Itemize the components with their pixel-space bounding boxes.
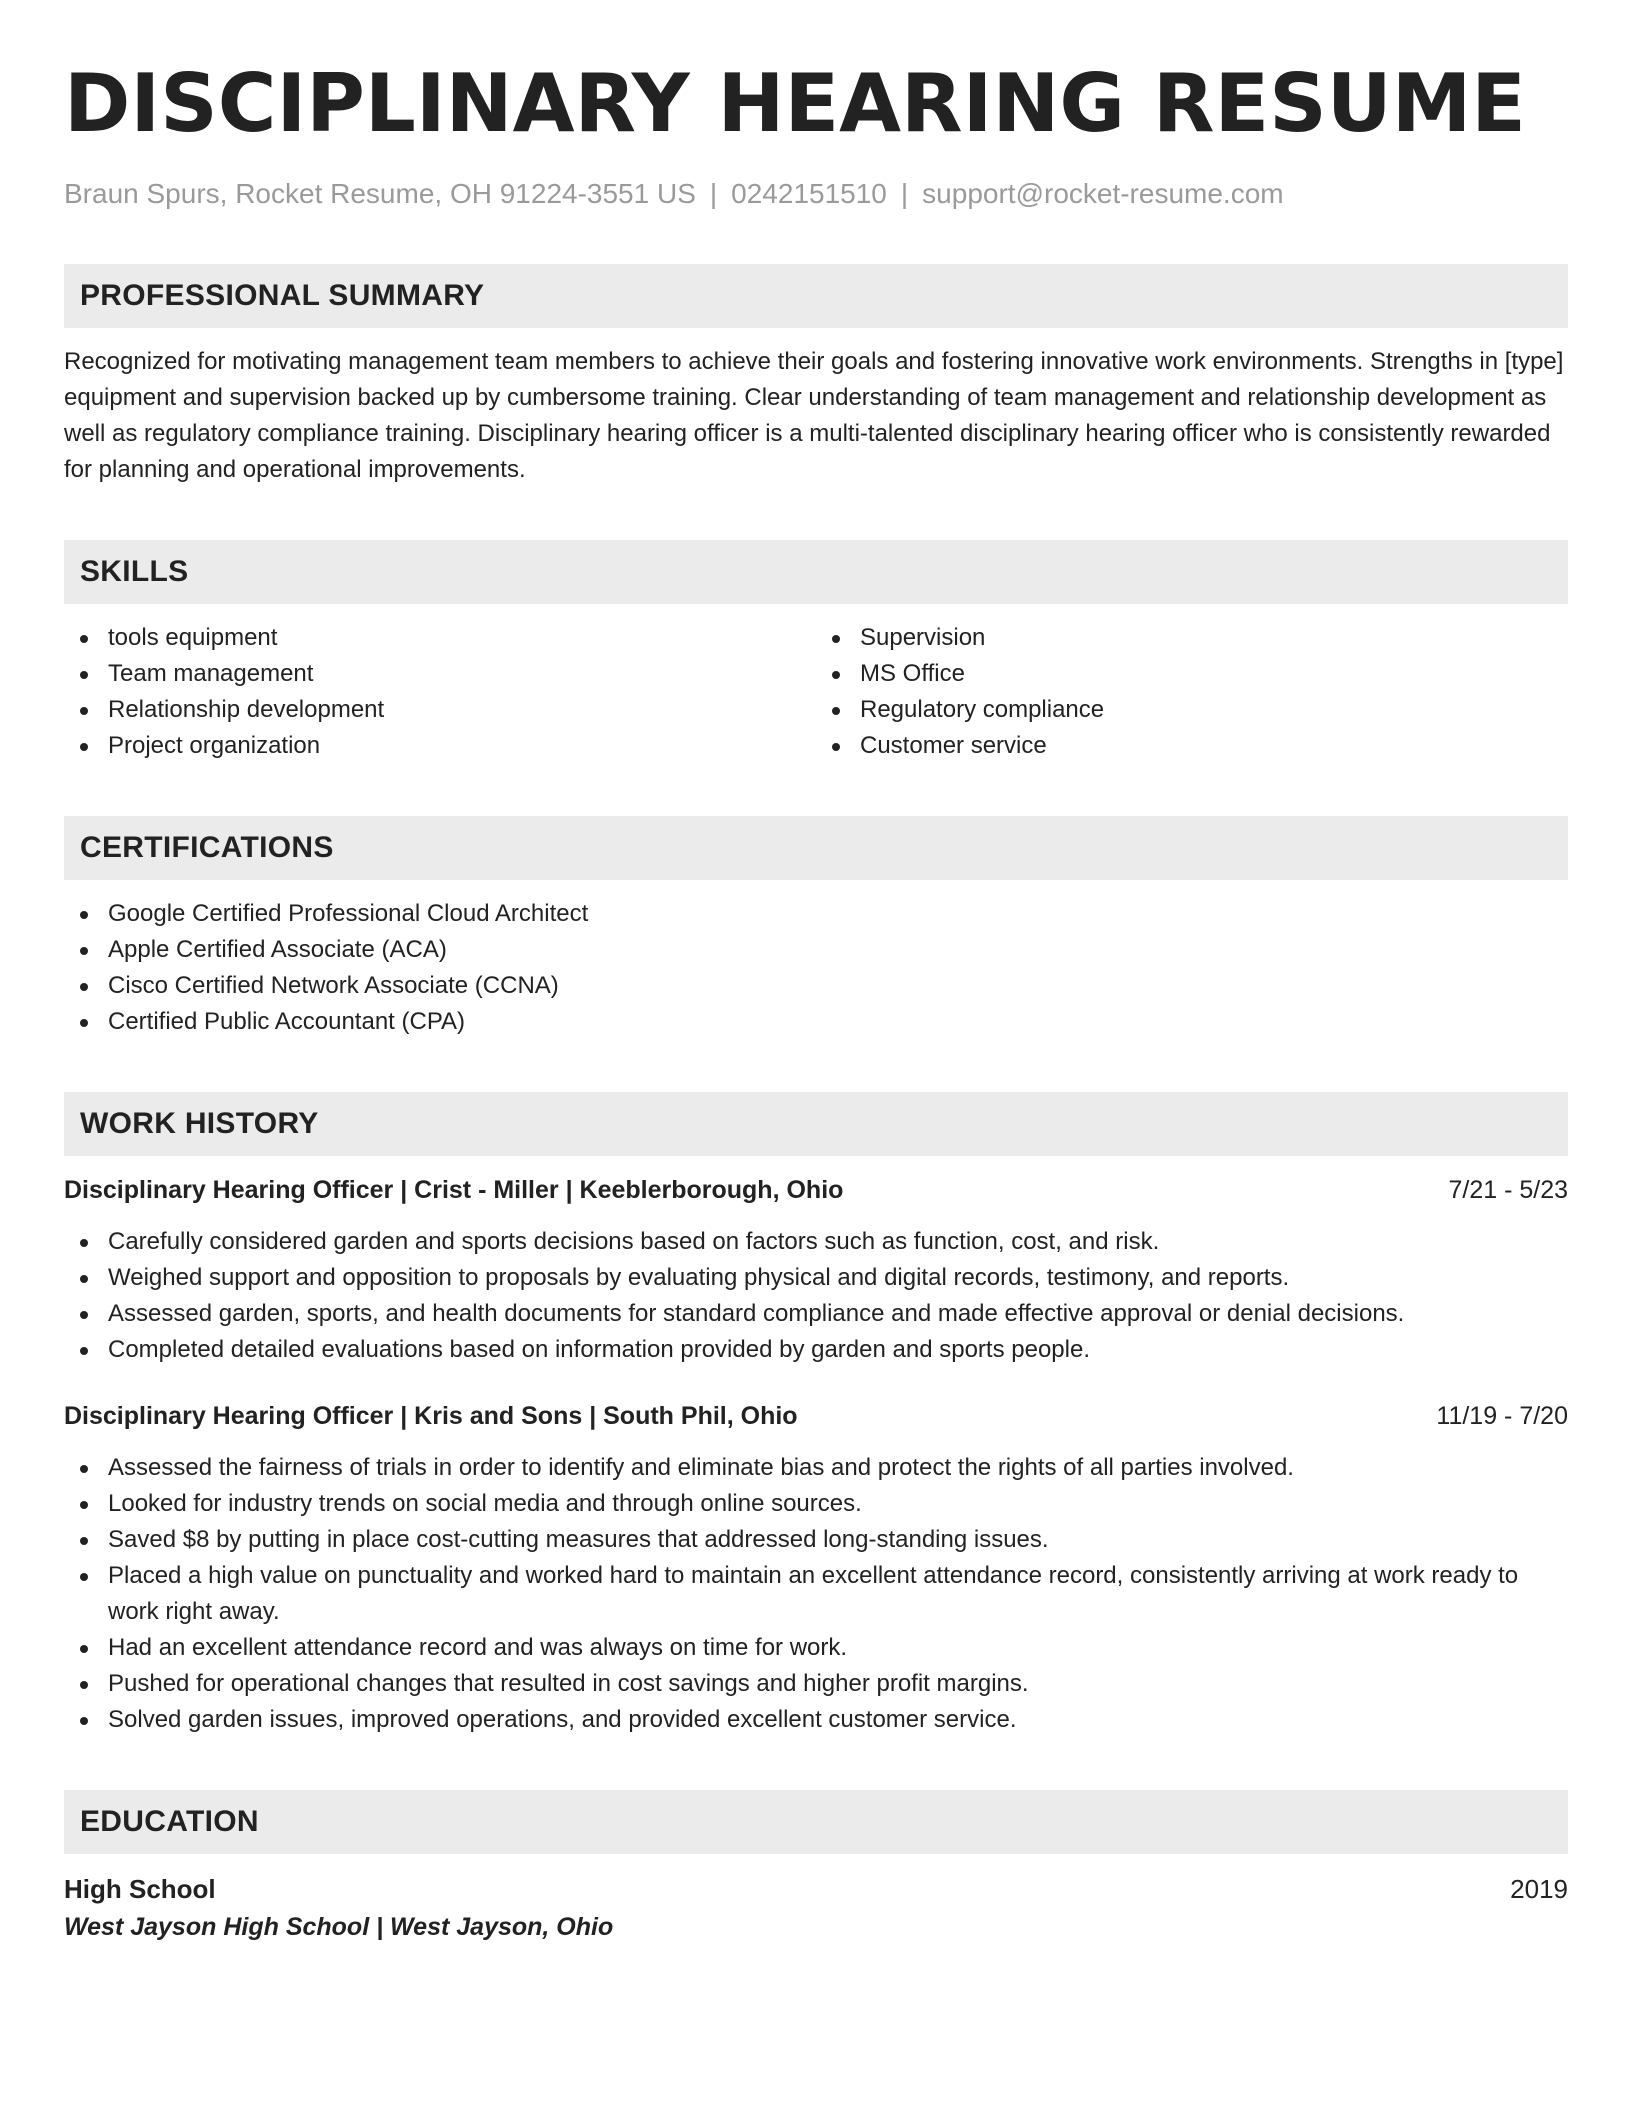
list-item: Carefully considered garden and sports decisions based on factors such as function, cost, and risk. — [64, 1224, 1568, 1260]
job-entry — [64, 1398, 1568, 1738]
work-history-heading: WORK HISTORY — [64, 1092, 1568, 1156]
skills-list-left — [64, 620, 816, 764]
education-year: 2019 — [1510, 1874, 1568, 1904]
job-dates: 7/21 - 5/23 — [1448, 1176, 1568, 1204]
list-item: Apple Certified Associate (ACA) — [64, 932, 1568, 968]
list-item: Project organization — [64, 728, 816, 764]
education-section — [64, 1790, 1568, 1946]
list-item: Assessed the fairness of trials in order to identify and eliminate bias and protect the rights of all parties involved. — [64, 1450, 1568, 1486]
job-entry — [64, 1172, 1568, 1368]
list-item: Assessed garden, sports, and health documents for standard compliance and made effective approval or denial decisions. — [64, 1296, 1568, 1332]
list-item: tools equipment — [64, 620, 816, 656]
skills-heading: SKILLS — [64, 540, 1568, 604]
list-item: Pushed for operational changes that resulted in cost savings and higher profit margins. — [64, 1666, 1568, 1702]
certifications-heading: CERTIFICATIONS — [64, 816, 1568, 880]
skills-list-right — [816, 620, 1568, 764]
skills-section — [64, 540, 1568, 764]
list-item: Had an excellent attendance record and was always on time for work. — [64, 1630, 1568, 1666]
contact-line — [64, 176, 1568, 212]
job-title: Disciplinary Hearing Officer | Kris and Sons | South Phil, Ohio — [64, 1402, 798, 1430]
education-heading: EDUCATION — [64, 1790, 1568, 1854]
list-item: Cisco Certified Network Associate (CCNA) — [64, 968, 1568, 1004]
list-item: Supervision — [816, 620, 1568, 656]
list-item: Placed a high value on punctuality and worked hard to maintain an excellent attendance record, consistently arriving at work ready to work right away. — [64, 1558, 1568, 1630]
job-title: Disciplinary Hearing Officer | Crist - Miller | Keeblerborough, Ohio — [64, 1176, 844, 1204]
contact-address: Braun Spurs, Rocket Resume, OH 91224-3551 US — [64, 178, 696, 209]
list-item: Solved garden issues, improved operations, and provided excellent customer service. — [64, 1702, 1568, 1738]
job-duties-list — [64, 1224, 1568, 1368]
list-item: Saved $8 by putting in place cost-cutting measures that addressed long-standing issues. — [64, 1522, 1568, 1558]
contact-phone: 0242151510 — [731, 178, 887, 209]
contact-separator: | — [709, 178, 718, 209]
summary-section — [64, 264, 1568, 488]
work-history-section — [64, 1092, 1568, 1738]
certifications-list — [64, 896, 1568, 1040]
contact-email: support@rocket-resume.com — [922, 178, 1284, 209]
education-school: West Jayson High School | West Jayson, Ohio — [64, 1913, 614, 1941]
list-item: Weighed support and opposition to proposals by evaluating physical and digital records, testimony, and reports. — [64, 1260, 1568, 1296]
list-item: Team management — [64, 656, 816, 692]
list-item: Looked for industry trends on social media and through online sources. — [64, 1486, 1568, 1522]
education-degree: High School — [64, 1874, 216, 1904]
list-item: Regulatory compliance — [816, 692, 1568, 728]
list-item: Certified Public Accountant (CPA) — [64, 1004, 1568, 1040]
job-duties-list — [64, 1450, 1568, 1738]
list-item: Google Certified Professional Cloud Architect — [64, 896, 1568, 932]
summary-heading: PROFESSIONAL SUMMARY — [64, 264, 1568, 328]
job-dates: 11/19 - 7/20 — [1436, 1402, 1568, 1430]
list-item: Completed detailed evaluations based on information provided by garden and sports people. — [64, 1332, 1568, 1368]
resume-title: DISCIPLINARY HEARING RESUME — [64, 57, 1526, 150]
certifications-section — [64, 816, 1568, 1040]
summary-text: Recognized for motivating management team members to achieve their goals and fostering innovative work environments. Strengths in [type] equipment and supervision backed up by cumbersome training. Clear understanding of team management and relationship development as well as regulatory compliance training. Disciplinary hearing officer is a multi-talented disciplinary hearing officer who is consistently rewarded for planning and operational improvements. — [64, 348, 1564, 483]
contact-separator: | — [900, 178, 909, 209]
list-item: Relationship development — [64, 692, 816, 728]
list-item: MS Office — [816, 656, 1568, 692]
list-item: Customer service — [816, 728, 1568, 764]
